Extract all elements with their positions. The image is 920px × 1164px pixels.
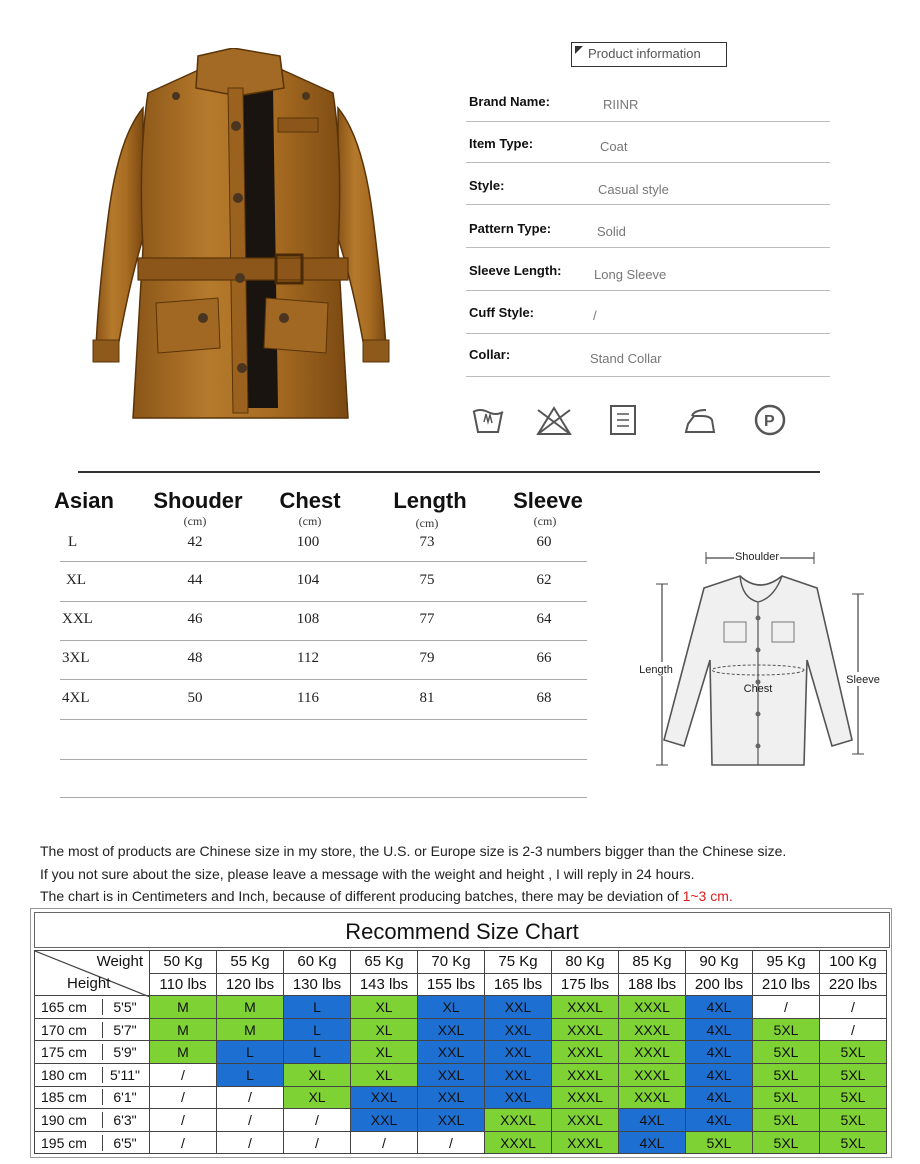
table-row	[60, 522, 587, 562]
weight-kg-header: 100 Kg	[820, 951, 887, 974]
size-recommendation-cell: XXL	[418, 1018, 485, 1041]
measurement-diagram	[632, 540, 887, 775]
size-cell: 42	[187, 534, 203, 550]
flag-corner-icon	[575, 46, 583, 54]
table-row	[60, 680, 587, 720]
section-divider	[78, 471, 820, 473]
unit-label: (cm)	[183, 514, 207, 528]
size-recommendation-cell: XXL	[485, 996, 552, 1019]
weight-lbs-header: 110 lbs	[150, 973, 217, 996]
weight-kg-header: 65 Kg	[351, 951, 418, 974]
unit-label: (cm)	[533, 514, 557, 528]
size-recommendation-cell: XXXL	[552, 996, 619, 1019]
size-recommendation-cell: XL	[351, 1018, 418, 1041]
size-recommendation-cell: XXXL	[619, 996, 686, 1019]
shoulder-label: Shoulder	[734, 551, 780, 563]
size-recommendation-cell: XXXL	[619, 1086, 686, 1109]
size-cell: 66	[536, 650, 552, 666]
height-cm: 190 cm	[35, 1112, 103, 1128]
size-recommendation-cell: L	[284, 1041, 351, 1064]
weight-kg-header: 70 Kg	[418, 951, 485, 974]
table-row	[60, 640, 587, 680]
size-recommendation-cell: XXXL	[552, 1018, 619, 1041]
dry-clean-icon	[752, 402, 788, 438]
size-cell: 108	[296, 611, 320, 627]
size-recommendation-cell: XXXL	[552, 1063, 619, 1086]
info-row-brand	[466, 80, 830, 122]
size-recommendation-cell: /	[418, 1131, 485, 1154]
size-recommendation-cell: XXL	[418, 1109, 485, 1132]
size-recommendation-cell: M	[150, 996, 217, 1019]
size-recommendation-cell: XXL	[418, 1041, 485, 1064]
weight-lbs-header: 210 lbs	[753, 973, 820, 996]
product-information-title: Product information	[588, 46, 701, 61]
size-recommendation-cell: /	[284, 1109, 351, 1132]
size-recommendation-cell: 4XL	[686, 1063, 753, 1086]
size-recommendation-cell: 5XL	[753, 1041, 820, 1064]
size-recommendation-cell: XXL	[485, 1086, 552, 1109]
size-recommendation-cell: XL	[284, 1063, 351, 1086]
size-cell: 75	[419, 572, 435, 588]
note-line-3-text: The chart is in Centimeters and Inch, because of different producing batches, there may be deviation of	[40, 888, 683, 904]
size-recommendation-cell: XXXL	[552, 1086, 619, 1109]
size-cell: 73	[419, 534, 435, 550]
height-cm: 180 cm	[35, 1067, 103, 1083]
weight-lbs-header: 175 lbs	[552, 973, 619, 996]
size-cell: L	[68, 534, 78, 550]
chest-label: Chest	[743, 683, 773, 695]
info-label: Style:	[469, 178, 505, 193]
deviation-value: 1~3 cm.	[682, 888, 733, 904]
size-recommendation-cell: XXL	[485, 1041, 552, 1064]
height-cell	[35, 1131, 150, 1154]
size-recommendation-cell: 5XL	[820, 1041, 887, 1064]
size-recommendation-cell: 4XL	[619, 1131, 686, 1154]
info-label: Collar:	[469, 347, 511, 362]
size-cell: 46	[187, 611, 203, 627]
size-cell: 116	[297, 690, 319, 706]
size-header-length: Length	[393, 488, 467, 513]
note-line-2: If you not sure about the size, please leave a message with the weight and height , I will reply in 24 hours.	[40, 866, 695, 882]
size-recommendation-cell: XXXL	[619, 1063, 686, 1086]
size-cell: 104	[296, 572, 320, 588]
height-ft: 6'3"	[113, 1111, 137, 1128]
height-cell	[35, 1063, 150, 1086]
info-row-style	[466, 163, 830, 205]
size-recommendation-cell: XXXL	[619, 1041, 686, 1064]
size-cell: XL	[66, 572, 86, 588]
table-row	[35, 1086, 887, 1109]
care-icons	[468, 402, 798, 440]
info-label: Brand Name:	[469, 94, 550, 109]
weight-lbs-header: 188 lbs	[619, 973, 686, 996]
size-recommendation-cell: XL	[351, 1063, 418, 1086]
weight-lbs-header: 200 lbs	[686, 973, 753, 996]
height-ft: 5'7"	[113, 1021, 137, 1038]
iron-icon	[680, 402, 716, 438]
size-recommendation-cell: XXXL	[552, 1041, 619, 1064]
table-row-empty	[60, 720, 587, 760]
size-recommendation-cell: XXXL	[485, 1131, 552, 1154]
height-ft: 5'5"	[113, 998, 137, 1015]
info-value: /	[593, 308, 597, 323]
info-value: Solid	[597, 224, 626, 239]
size-recommendation-cell: /	[820, 996, 887, 1019]
size-recommendation-cell: XXL	[485, 1018, 552, 1041]
height-ft: 5'9"	[113, 1044, 137, 1061]
size-recommendation-cell: /	[150, 1086, 217, 1109]
size-recommendation-cell: /	[150, 1063, 217, 1086]
note-line-3	[40, 888, 733, 904]
table-row	[35, 1018, 887, 1041]
height-cell	[35, 1041, 150, 1064]
product-jacket-image	[88, 48, 393, 428]
size-recommendation-cell: XL	[351, 1041, 418, 1064]
info-value: Casual style	[598, 182, 669, 197]
weight-lbs-header: 220 lbs	[820, 973, 887, 996]
size-recommendation-cell: M	[150, 1018, 217, 1041]
tumble-dry-icon	[606, 402, 642, 438]
size-recommendation-cell: M	[150, 1041, 217, 1064]
unit-label: (cm)	[415, 516, 439, 530]
weight-header: Weight	[96, 953, 143, 970]
note-line-1: The most of products are Chinese size in my store, the U.S. or Europe size is 2-3 numbers bigger than the Chinese size.	[40, 843, 787, 859]
size-recommendation-cell: 5XL	[753, 1131, 820, 1154]
height-cell	[35, 1109, 150, 1132]
svg-text:P: P	[764, 413, 775, 430]
size-recommendation-cell: M	[217, 1018, 284, 1041]
size-cell: 100	[296, 534, 320, 550]
size-recommendation-cell: M	[217, 996, 284, 1019]
table-row	[60, 601, 587, 641]
height-cm: 195 cm	[35, 1135, 103, 1151]
info-label: Pattern Type:	[469, 221, 552, 236]
info-row-sleeve-length	[466, 249, 830, 291]
height-cell	[35, 996, 150, 1019]
size-recommendation-cell: /	[217, 1086, 284, 1109]
size-cell: 4XL	[62, 690, 90, 706]
weight-lbs-header: 155 lbs	[418, 973, 485, 996]
sleeve-label: Sleeve	[846, 674, 880, 686]
size-recommendation-cell: /	[284, 1131, 351, 1154]
size-cell: 60	[536, 534, 552, 550]
size-recommendation-cell: XL	[418, 996, 485, 1019]
size-header-chest: Chest	[279, 488, 341, 513]
size-recommendation-cell: XL	[284, 1086, 351, 1109]
no-bleach-icon	[534, 402, 570, 438]
size-recommendation-cell: /	[217, 1131, 284, 1154]
height-cm: 185 cm	[35, 1089, 103, 1105]
size-recommendation-cell: XXL	[418, 1063, 485, 1086]
product-information-header	[571, 42, 727, 67]
info-row-collar	[466, 335, 830, 377]
size-cell: 50	[187, 690, 203, 706]
size-recommendation-cell: XXXL	[552, 1109, 619, 1132]
size-recommendation-cell: XXL	[418, 1086, 485, 1109]
size-header-sleeve: Sleeve	[513, 488, 583, 513]
length-label: Length	[639, 664, 673, 676]
info-label: Cuff Style:	[469, 305, 534, 320]
size-header-shoulder: Shouder	[153, 488, 243, 513]
weight-lbs-header: 143 lbs	[351, 973, 418, 996]
info-value: RIINR	[603, 97, 639, 112]
height-cm: 165 cm	[35, 999, 103, 1015]
table-row	[35, 1063, 887, 1086]
size-recommendation-cell: 5XL	[820, 1131, 887, 1154]
weight-lbs-header: 165 lbs	[485, 973, 552, 996]
size-cell: 112	[297, 650, 319, 666]
size-recommendation-cell: /	[150, 1131, 217, 1154]
height-cell	[35, 1086, 150, 1109]
size-recommendation-cell: 5XL	[753, 1063, 820, 1086]
size-cell: XXL	[62, 611, 93, 627]
info-label: Sleeve Length:	[469, 263, 562, 278]
size-recommendation-cell: 4XL	[686, 996, 753, 1019]
info-value: Coat	[600, 139, 628, 154]
weight-lbs-header: 130 lbs	[284, 973, 351, 996]
size-recommendation-cell: /	[150, 1109, 217, 1132]
size-recommendation-cell: 5XL	[753, 1086, 820, 1109]
size-recommendation-cell: 4XL	[686, 1109, 753, 1132]
size-recommendation-cell: L	[217, 1041, 284, 1064]
size-recommendation-cell: 5XL	[820, 1086, 887, 1109]
size-recommendation-cell: XXXL	[552, 1131, 619, 1154]
weight-kg-header: 80 Kg	[552, 951, 619, 974]
size-recommendation-cell: 5XL	[820, 1063, 887, 1086]
height-ft: 5'11"	[110, 1066, 140, 1083]
table-row	[60, 562, 587, 602]
height-header: Height	[67, 975, 111, 992]
info-row-pattern-type	[466, 206, 830, 248]
unit-label: (cm)	[298, 514, 322, 528]
size-recommendation-cell: 5XL	[820, 1109, 887, 1132]
weight-kg-header: 95 Kg	[753, 951, 820, 974]
size-recommendation-cell: /	[753, 996, 820, 1019]
height-cm: 170 cm	[35, 1022, 103, 1038]
size-recommendation-cell: /	[820, 1018, 887, 1041]
size-cell: 62	[536, 572, 552, 588]
size-cell: 64	[536, 611, 552, 627]
weight-lbs-header: 120 lbs	[217, 973, 284, 996]
size-recommendation-cell: 5XL	[753, 1109, 820, 1132]
weight-kg-header: 50 Kg	[150, 951, 217, 974]
size-recommendation-cell: 4XL	[686, 1041, 753, 1064]
size-recommendation-cell: 4XL	[686, 1086, 753, 1109]
info-row-item-type	[466, 121, 830, 163]
size-recommendation-cell: /	[217, 1109, 284, 1132]
recommend-size-table	[34, 950, 887, 1154]
size-cell: 77	[419, 611, 435, 627]
size-header-asian: Asian	[54, 488, 114, 513]
height-ft: 6'1"	[113, 1089, 137, 1106]
height-cm: 175 cm	[35, 1044, 103, 1060]
weight-kg-header: 75 Kg	[485, 951, 552, 974]
size-recommendation-cell: XXL	[351, 1109, 418, 1132]
size-cell: 48	[187, 650, 203, 666]
table-row	[35, 1041, 887, 1064]
size-recommendation-cell: L	[217, 1063, 284, 1086]
table-row-empty	[60, 758, 587, 798]
size-recommendation-cell: XXL	[485, 1063, 552, 1086]
size-recommendation-cell: /	[351, 1131, 418, 1154]
size-recommendation-cell: XL	[351, 996, 418, 1019]
weight-kg-header: 55 Kg	[217, 951, 284, 974]
size-cell: 68	[536, 690, 552, 706]
weight-kg-header: 90 Kg	[686, 951, 753, 974]
table-row	[35, 1109, 887, 1132]
info-value: Stand Collar	[590, 351, 662, 366]
size-recommendation-cell: 5XL	[686, 1131, 753, 1154]
size-cell: 44	[187, 572, 203, 588]
size-recommendation-cell: 5XL	[753, 1018, 820, 1041]
size-recommendation-cell: L	[284, 1018, 351, 1041]
height-ft: 6'5"	[113, 1134, 137, 1151]
size-recommendation-cell: L	[284, 996, 351, 1019]
size-cell: 3XL	[62, 650, 90, 666]
weight-kg-header: 85 Kg	[619, 951, 686, 974]
recommend-chart-title: Recommend Size Chart	[34, 912, 890, 948]
weight-kg-header: 60 Kg	[284, 951, 351, 974]
info-row-cuff-style	[466, 292, 830, 334]
size-recommendation-cell: XXL	[351, 1086, 418, 1109]
size-cell: 79	[419, 650, 435, 666]
weight-height-corner	[35, 951, 150, 996]
size-recommendation-cell: XXXL	[619, 1018, 686, 1041]
table-row	[35, 996, 887, 1019]
size-recommendation-cell: 4XL	[619, 1109, 686, 1132]
size-cell: 81	[419, 690, 435, 706]
info-value: Long Sleeve	[594, 267, 667, 282]
info-label: Item Type:	[469, 136, 534, 151]
table-row	[35, 1131, 887, 1154]
size-recommendation-cell: XXXL	[485, 1109, 552, 1132]
size-recommendation-cell: 4XL	[686, 1018, 753, 1041]
hand-wash-icon	[470, 402, 506, 438]
height-cell	[35, 1018, 150, 1041]
